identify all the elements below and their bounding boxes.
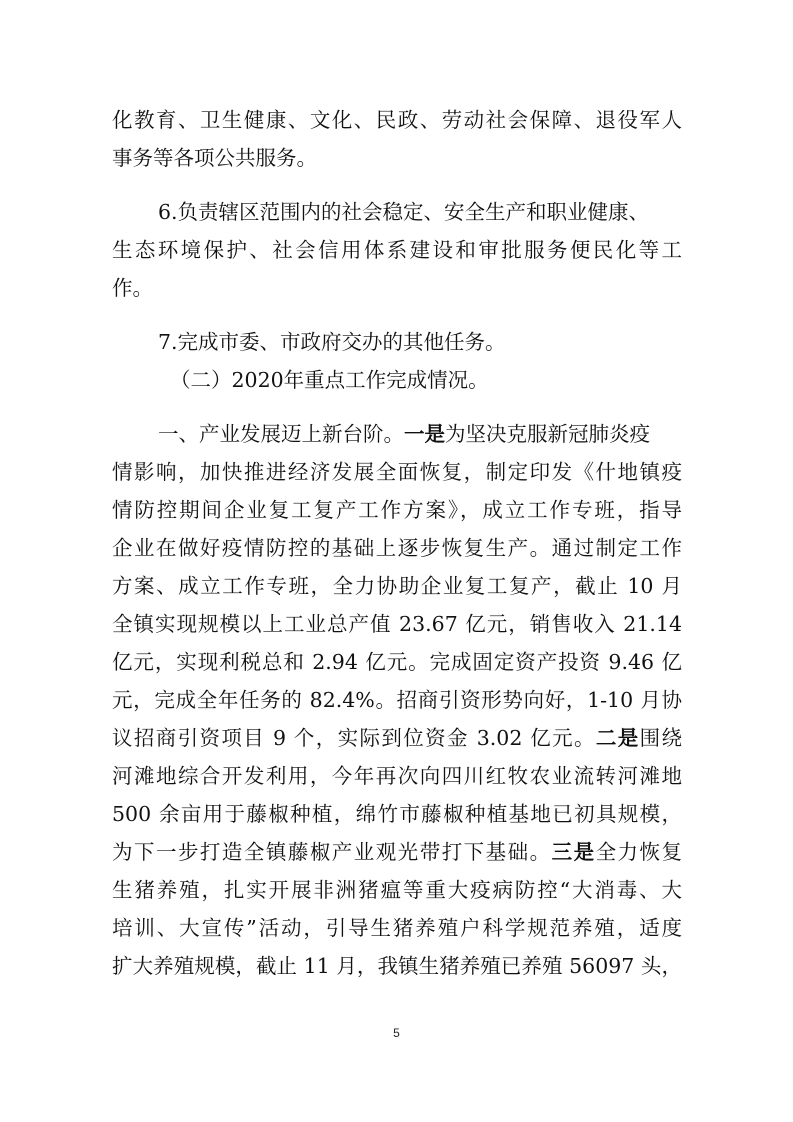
line-text: 生态环境保护、社会信用体系建设和审批服务便民化等工 — [112, 238, 682, 262]
line-text: 培训、大宣传”活动，引导生猪养殖户科学规范养殖，适度 — [112, 916, 682, 940]
line-text: 企业在做好疫情防控的基础上逐步恢复生产。通过制定工作 — [112, 536, 682, 560]
line-text: 生猪养殖，扎实开展非洲猪瘟等重大疫病防控“大消毒、大 — [112, 878, 682, 902]
line-text: 全镇实现规模以上工业总产值 23.67 亿元，销售收入 21.14 — [112, 612, 682, 636]
text-line — [0, 194, 793, 231]
line-text: 情防控期间企业复工复产工作方案》，成立工作专班，指导 — [112, 498, 682, 522]
text-line — [0, 758, 793, 795]
page-number: 5 — [393, 1026, 400, 1040]
bold-marker: 二是 — [595, 726, 640, 750]
text-line — [0, 530, 793, 567]
line-text: 情影响，加快推进经济发展全面恢复，制定印发《什地镇疫 — [112, 460, 682, 484]
line-text: 为坚决克服新冠肺炎疫 — [445, 422, 650, 446]
text-line — [0, 872, 793, 909]
line-text: 元，完成全年任务的 82.4%。招商引资形势向好，1-10 月协 — [112, 688, 682, 712]
list-item-6: 6.负责辖区范围内的社会稳定、安全生产和职业健康、 — [158, 200, 650, 224]
text-line — [0, 492, 793, 529]
text-line — [0, 644, 793, 681]
line-text — [112, 834, 682, 871]
line-text: 事务等各项公共服务。 — [112, 146, 317, 170]
text-line — [0, 416, 793, 453]
text-line — [0, 606, 793, 643]
part-heading: 一、产业发展迈上新台阶。 — [158, 422, 404, 446]
line-text: 河滩地综合开发利用，今年再次向四川红牧农业流转河滩地 — [112, 764, 682, 788]
text-span: 议招商引资项目 9 个，实际到位资金 3.02 亿元。 — [112, 726, 596, 750]
line-text: 500 余亩用于藤椒种植，绵竹市藤椒种植基地已初具规模， — [112, 802, 682, 826]
line-text: 作。 — [112, 276, 153, 300]
list-item-7: 7.完成市委、市政府交办的其他任务。 — [158, 330, 506, 354]
text-line — [0, 910, 793, 947]
line-text — [112, 720, 682, 757]
text-line — [0, 102, 793, 139]
text-line — [0, 568, 793, 605]
text-span: 全力恢复 — [595, 840, 683, 864]
text-line — [0, 454, 793, 491]
line-text: 亿元，实现利税总和 2.94 亿元。完成固定资产投资 9.46 亿 — [112, 650, 682, 674]
text-line — [0, 140, 793, 177]
text-line — [0, 720, 793, 757]
text-line — [0, 270, 793, 307]
line-text: 方案、成立工作专班，全力协助企业复工复产，截止 10 月 — [112, 574, 682, 598]
text-line — [0, 232, 793, 269]
line-text: 化教育、卫生健康、文化、民政、劳动社会保障、退役军人 — [112, 108, 682, 132]
text-span: 为下一步打造全镇藤椒产业观光带打下基础。 — [112, 840, 552, 864]
text-line — [0, 948, 793, 985]
bold-marker: 一是 — [404, 422, 445, 446]
text-line — [0, 324, 793, 361]
text-line — [0, 682, 793, 719]
heading-text: （二）2020年重点工作完成情况。 — [170, 368, 489, 392]
text-span: 围绕 — [639, 726, 683, 750]
section-heading — [0, 362, 793, 399]
bold-marker: 三是 — [551, 840, 596, 864]
line-text: 扩大养殖规模，截止 11 月，我镇生猪养殖已养殖 56097 头， — [112, 954, 682, 978]
text-line — [0, 796, 793, 833]
text-line — [0, 834, 793, 871]
